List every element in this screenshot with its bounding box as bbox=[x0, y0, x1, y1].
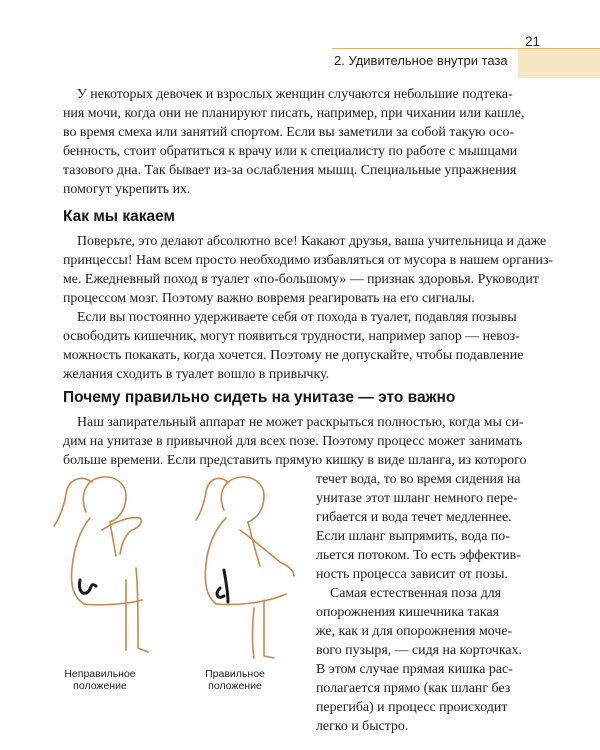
text-line: желания сходить в туалет вошло в привычку. bbox=[63, 367, 330, 382]
head-outline bbox=[221, 477, 264, 522]
text-line: Если вы постоянно удерживаете себя от похода в туалет, подавляя позывы bbox=[77, 310, 517, 325]
text-line: В этом случае прямая кишка рас- bbox=[316, 662, 513, 677]
section2-paragraph-1 bbox=[63, 413, 526, 470]
text-line: перегиба) и процесс происходит bbox=[316, 700, 508, 715]
front-outline bbox=[110, 522, 116, 556]
text-line: Поверьте, это делают абсолютно все! Какают друзья, ваша учительница и даже bbox=[77, 234, 547, 249]
rectum-curl bbox=[217, 588, 224, 597]
rectum-bent bbox=[79, 580, 96, 593]
text-line: принцессы! Нам всем просто необходимо избавляться от мусора в нашем организ- bbox=[63, 253, 554, 268]
text-line: дим на унитазе в привычной для всех позе. Поэтому процесс может занимать bbox=[63, 434, 523, 449]
text-line: тазового дна. Так бывает из-за ослабления мышц. Специальные упражнения bbox=[63, 163, 517, 178]
caption-line: положение bbox=[73, 680, 127, 692]
section1-paragraph-1 bbox=[63, 232, 553, 308]
text-line: легко и быстро. bbox=[316, 719, 409, 734]
text-line: ме. Ежедневный поход в туалет «по-большому» — признак здоровья. Руководит bbox=[63, 272, 539, 287]
shin-outline bbox=[253, 608, 255, 658]
arm-outline bbox=[102, 518, 141, 554]
lower-leg-outline bbox=[264, 600, 274, 658]
text-line: ность процесса зависит от позы. bbox=[316, 567, 508, 582]
chapter-title: 2. Удивительное внутри таза bbox=[334, 53, 508, 68]
text-line: во время смеха или занятий спортом. Если вы заметили за собой такую осо- bbox=[63, 125, 515, 140]
arm-outline bbox=[240, 530, 294, 576]
section2-paragraph-1-wrap bbox=[316, 470, 521, 584]
section-heading-toilet-posture: Почему правильно сидеть на унитазе — это важно bbox=[63, 389, 456, 406]
wrong-posture-illustration bbox=[40, 468, 170, 666]
text-line: унитазе этот шланг немного пере- bbox=[316, 491, 518, 506]
text-line: ния мочи, когда они не планируют писать, например, при чихании или кашле, bbox=[63, 106, 525, 121]
text-line: Если шланг выпрямить, вода по- bbox=[316, 529, 510, 544]
text-line: процессом мозг. Поэтому важно вовремя реагировать на его сигналы. bbox=[63, 291, 475, 306]
caption-line: положение bbox=[208, 680, 262, 692]
caption-line: Правильное bbox=[205, 668, 265, 680]
text-line: Самая естественная поза для bbox=[330, 586, 502, 601]
thigh-outline bbox=[84, 600, 142, 605]
text-line: полагается прямо (как шланг без bbox=[316, 681, 511, 696]
text-line: освободить кишечник, могут появиться трудности, например запор — невоз- bbox=[63, 329, 520, 344]
text-line: можность покакать, когда хочется. Поэтому не допускайте, чтобы подавление bbox=[63, 348, 524, 363]
page-number: 21 bbox=[524, 34, 540, 49]
ponytail-outline bbox=[196, 478, 228, 520]
text-line: больше времени. Если представить прямую кишку в виде шланга, из которого bbox=[63, 453, 527, 468]
intro-paragraph bbox=[63, 85, 524, 199]
wrong-posture-caption bbox=[36, 668, 164, 692]
section-heading-pooping: Как мы какаем bbox=[63, 208, 175, 225]
text-line: льется потоком. То есть эффектив- bbox=[316, 548, 521, 563]
text-line: гибается и вода течет медленнее. bbox=[316, 510, 512, 525]
text-line: бенность, стоит обратиться к врачу или к специалисту по работе с мышцами bbox=[63, 144, 518, 159]
running-header bbox=[332, 34, 600, 68]
back-outline bbox=[205, 518, 226, 604]
section2-paragraph-2 bbox=[316, 584, 522, 736]
text-line: Наш запирательный аппарат не может раскрыться полностью, когда мы си- bbox=[77, 415, 524, 430]
section1-paragraph-2 bbox=[63, 308, 523, 384]
header-accent-band bbox=[518, 48, 600, 78]
text-line: же, как и для опорожнения моче- bbox=[316, 624, 513, 639]
text-line: опорожнения кишечника такая bbox=[316, 605, 500, 620]
text-line: У некоторых девочек и взрослых женщин случаются небольшие подтека- bbox=[77, 87, 513, 102]
right-posture-illustration bbox=[178, 470, 308, 666]
text-line: помогут укрепить их. bbox=[63, 182, 191, 197]
head-outline bbox=[83, 477, 126, 522]
caption-line: Неправильное bbox=[64, 668, 136, 680]
header-rule bbox=[332, 48, 600, 49]
text-line: вого пузыря, — сидя на корточках. bbox=[316, 643, 522, 658]
text-line: течет вода, то во время сидения на bbox=[316, 472, 521, 487]
lower-leg-outline bbox=[136, 568, 148, 652]
right-posture-caption bbox=[180, 668, 290, 692]
